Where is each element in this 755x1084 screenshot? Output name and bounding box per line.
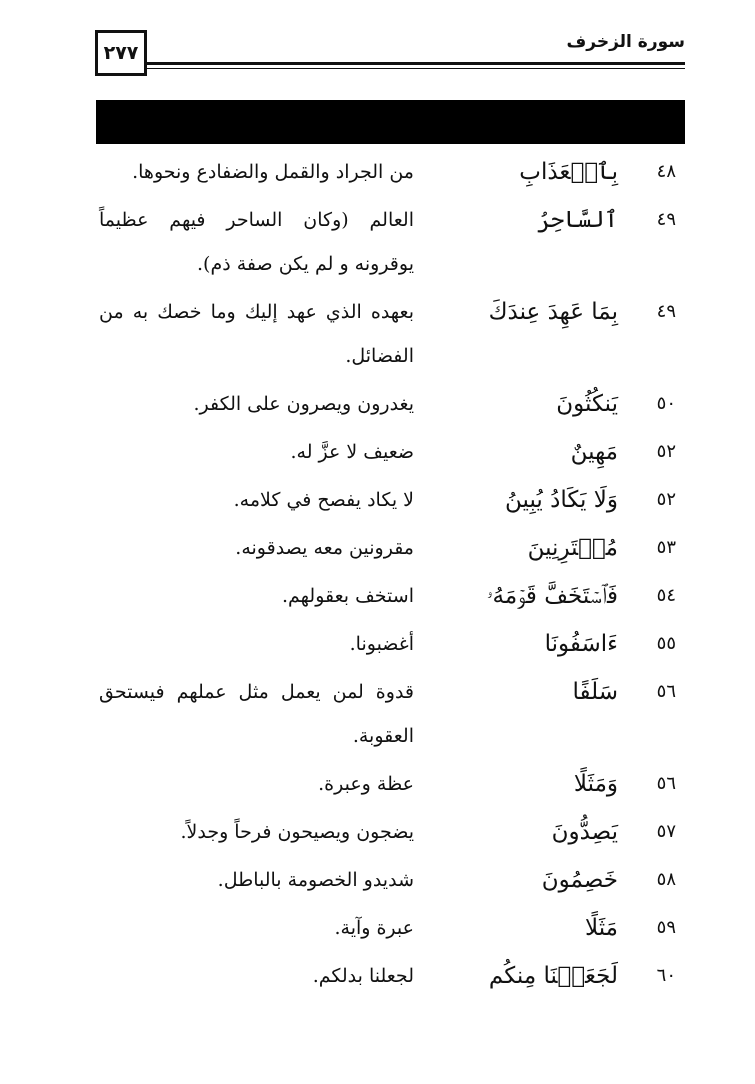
quran-word: مَهِينٌ xyxy=(570,439,618,465)
verse-number: ٤٩ xyxy=(656,301,676,322)
word-meaning: أغضبونا. xyxy=(349,633,414,655)
glossary-row xyxy=(96,478,676,522)
quran-word: يَصِدُّونَ xyxy=(551,819,618,845)
glossary-row xyxy=(96,858,676,902)
glossary-row xyxy=(96,622,676,666)
glossary-row xyxy=(96,198,676,286)
glossary-row xyxy=(96,670,676,758)
word-meaning: استخف بعقولهم. xyxy=(281,585,414,607)
glossary-row xyxy=(96,526,676,570)
verse-number: ٤٩ xyxy=(656,209,676,230)
word-meaning: عبرة وآية. xyxy=(334,917,414,939)
quran-word: يَنكُثُونَ xyxy=(556,391,618,417)
verse-number: ٥٤ xyxy=(656,585,676,606)
verse-number: ٥٩ xyxy=(656,917,676,938)
word-meaning: من الجراد والقمل والضفادع ونحوها. xyxy=(132,161,414,183)
quran-word: وَمَثَلًا xyxy=(573,771,618,797)
verse-number: ٥٣ xyxy=(656,537,676,558)
verse-number: ٦٠ xyxy=(656,965,676,986)
glossary-row xyxy=(96,762,676,806)
word-meaning: بعهده الذي عهد إليك وما خصك به من الفضائل. xyxy=(99,301,414,367)
page-number: ٢٧٧ xyxy=(95,30,147,76)
page-header xyxy=(95,30,685,82)
quran-word: خَصِمُونَ xyxy=(541,867,618,893)
verse-number: ٥٦ xyxy=(656,773,676,794)
word-meaning: عظة وعبرة. xyxy=(318,773,414,795)
verse-number: ٥٨ xyxy=(656,869,676,890)
quran-word: وَلَا يَكَادُ يُبِينُ xyxy=(505,487,618,513)
word-meaning: شديدو الخصومة بالباطل. xyxy=(217,869,414,891)
glossary-row xyxy=(96,954,676,998)
verse-number: ٥٠ xyxy=(656,393,676,414)
glossary-row xyxy=(96,906,676,950)
verse-number: ٥٧ xyxy=(656,821,676,842)
word-meaning: لجعلنا بدلكم. xyxy=(312,965,414,987)
glossary-row xyxy=(96,290,676,378)
quran-word: فَٱسۡتَخَفَّ قَوۡمَهُۥ xyxy=(486,583,618,609)
glossary-row xyxy=(96,574,676,618)
glossary-row xyxy=(96,382,676,426)
quran-word: بِٱلۡعَذَابِ xyxy=(519,159,618,185)
quran-word: مُقۡتَرِنِينَ xyxy=(527,535,618,561)
header-rule-thin xyxy=(147,68,685,69)
verse-number: ٤٨ xyxy=(656,161,676,182)
quran-word: لَجَعَلۡنَا مِنكُم xyxy=(488,963,618,989)
header-rule-thick xyxy=(147,62,685,65)
verse-number: ٥٥ xyxy=(656,633,676,654)
quran-word: مَثَلًا xyxy=(585,915,618,941)
word-meaning: يضجون ويصيحون فرحاً وجدلاً. xyxy=(180,821,414,843)
section-banner xyxy=(96,100,685,144)
quran-word: بِمَا عَهِدَ عِندَكَ xyxy=(488,299,618,325)
verse-number: ٥٢ xyxy=(656,441,676,462)
quran-word: ءَاسَفُونَا xyxy=(544,631,618,657)
word-meaning: مقرونين معه يصدقونه. xyxy=(235,537,414,559)
quran-word: سَلَفًا xyxy=(572,679,618,705)
surah-title: سورة الزخرف xyxy=(566,32,685,52)
word-meaning: ضعيف لا عزَّ له. xyxy=(290,441,414,463)
verse-number: ٥٦ xyxy=(656,681,676,702)
glossary-row xyxy=(96,430,676,474)
verse-number: ٥٢ xyxy=(656,489,676,510)
glossary-row xyxy=(96,810,676,854)
word-meaning: العالم (وكان الساحر فيهم عظيماً يوقرونه و لم يكن صفة ذم). xyxy=(99,209,414,275)
word-meaning: يغدرون ويصرون على الكفر. xyxy=(193,393,414,415)
word-meaning: قدوة لمن يعمل مثل عملهم فيستحق العقوبة. xyxy=(99,681,414,747)
word-meaning: لا يكاد يفصح في كلامه. xyxy=(233,489,414,511)
glossary-row xyxy=(96,150,676,194)
quran-word: ٱلسَّاحِرُ xyxy=(537,207,618,233)
